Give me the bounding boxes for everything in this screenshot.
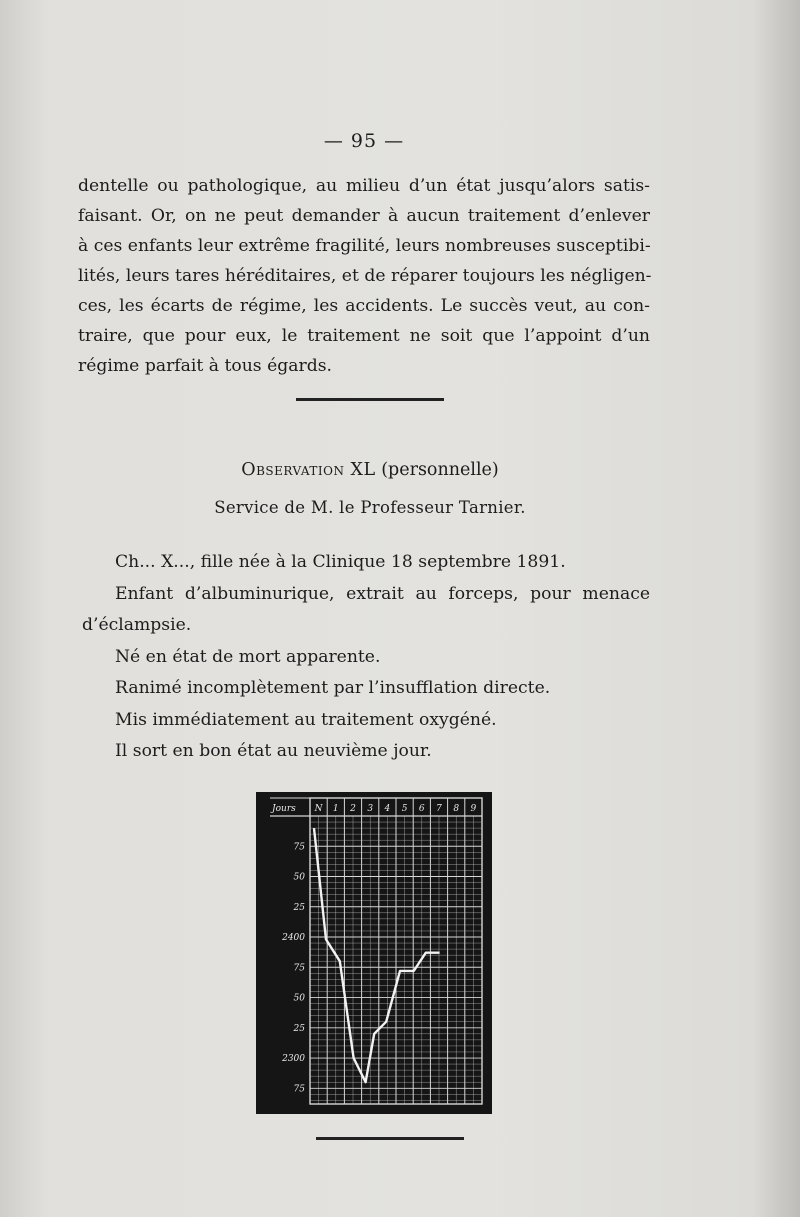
x-tick-label: 9 xyxy=(470,804,477,814)
weight-chart-svg xyxy=(256,792,492,1114)
x-tick-label: 8 xyxy=(453,804,460,814)
x-tick-label: 2 xyxy=(350,804,356,814)
observation-line: Ch... X..., fille née à la Clinique 18 septembre 1891. xyxy=(115,552,566,572)
observation-line: Ranimé incomplètement par l’insufflation directe. xyxy=(115,678,551,698)
bottom-divider xyxy=(316,1137,464,1140)
observation-title xyxy=(0,460,740,480)
x-tick-label: 4 xyxy=(384,804,391,814)
observation-service: Service de M. le Professeur Tarnier. xyxy=(214,498,526,517)
y-tick-label: 25 xyxy=(293,1023,305,1034)
x-tick-label: 5 xyxy=(401,804,408,814)
x-tick-label: 6 xyxy=(418,804,425,814)
paragraph-line: lités, leurs tares héréditaires, et de réparer toujours les négligen- xyxy=(78,266,652,286)
observation-text xyxy=(82,547,650,768)
observation-line: Il sort en bon état au neuvième jour. xyxy=(115,741,432,761)
x-tick-label: 7 xyxy=(436,804,442,814)
x-tick-label: N xyxy=(314,804,323,814)
x-tick-label: 3 xyxy=(367,804,374,814)
observation-line: Né en état de mort apparente. xyxy=(115,646,381,667)
paragraph-line: faisant. Or, on ne peut demander à aucun traitement d’enlever xyxy=(78,206,650,226)
y-tick-label: 2300 xyxy=(282,1054,305,1065)
observation-title-main: Observation XL xyxy=(241,460,376,480)
paragraph-line: ces, les écarts de régime, les accidents. Le succès veut, au con- xyxy=(78,296,650,316)
y-tick-label: 2400 xyxy=(282,933,305,944)
y-tick-label: 75 xyxy=(293,1084,305,1095)
paragraph-line: régime parfait à tous égards. xyxy=(78,356,333,376)
section-divider xyxy=(296,398,444,401)
x-header-label: Jours xyxy=(272,804,296,814)
body-paragraph xyxy=(78,171,650,381)
y-tick-label: 75 xyxy=(293,842,305,853)
x-tick-label: 1 xyxy=(332,804,339,814)
observation-line: Enfant d’albuminurique, extrait au forceps, pour menace xyxy=(115,583,650,604)
weight-chart xyxy=(256,792,492,1114)
y-tick-label: 50 xyxy=(293,872,305,883)
paragraph-line: dentelle ou pathologique, au milieu d’un état jusqu’alors satis- xyxy=(78,176,650,196)
y-tick-label: 50 xyxy=(293,993,305,1004)
paragraph-line: traire, que pour eux, le traitement ne soit que l’appoint d’un xyxy=(78,326,650,346)
observation-line: Mis immédiatement au traitement oxygéné. xyxy=(115,709,497,730)
y-tick-label: 75 xyxy=(293,963,305,974)
observation-title-qualifier: (personnelle) xyxy=(381,460,499,480)
y-tick-label: 25 xyxy=(293,902,305,913)
page-number: — 95 — xyxy=(323,130,405,152)
paragraph-line: à ces enfants leur extrême fragilité, leurs nombreuses susceptibi- xyxy=(78,236,651,256)
observation-line: d’éclampsie. xyxy=(82,615,192,635)
